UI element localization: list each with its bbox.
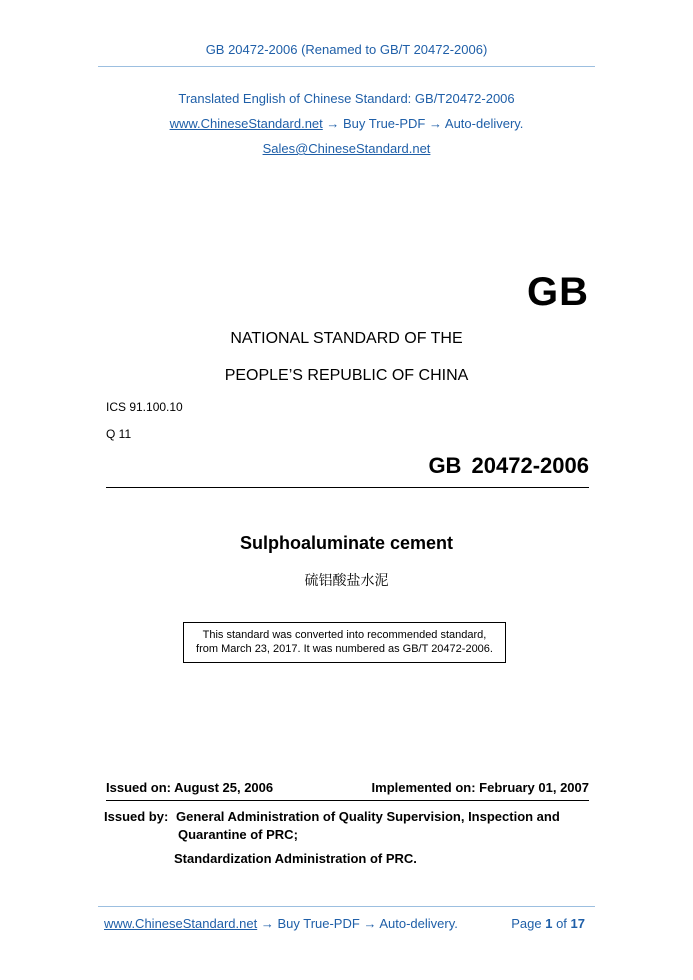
sales-email-line <box>0 141 693 156</box>
page-total: 17 <box>570 916 585 931</box>
ccs-code: Q 11 <box>106 427 132 441</box>
arrow-right-icon: → <box>429 116 442 131</box>
standard-number-rule <box>106 487 589 488</box>
ics-code: ICS 91.100.10 <box>106 400 183 414</box>
arrow-right-icon: → <box>326 116 340 131</box>
arrow-right-icon: → <box>260 916 274 931</box>
footer-delivery-text: Auto-delivery. <box>379 916 458 931</box>
document-title-en: Sulphoaluminate cement <box>239 533 454 553</box>
translated-notice: Translated English of Chinese Standard: GB/T20472-2006 <box>178 91 515 106</box>
sales-email-link[interactable]: Sales@ChineseStandard.net <box>262 141 431 156</box>
issued-on-date: Issued on: August 25, 2006 <box>106 780 274 795</box>
page-indicator <box>511 916 585 931</box>
conversion-note-line2: from March 23, 2017. It was numbered as GB/T 20472-2006. <box>196 643 493 655</box>
page-current: 1 <box>545 916 553 931</box>
page-of: of <box>556 916 567 931</box>
document-title-cn: 硫铝酸盐水泥 <box>304 573 389 589</box>
implemented-on-date: Implemented on: February 01, 2007 <box>371 780 589 795</box>
standard-number: GB 20472-2006 <box>428 453 589 478</box>
buy-true-pdf-text: Buy True-PDF <box>343 116 426 131</box>
footer-links <box>104 916 458 931</box>
issue-dates-rule <box>106 800 589 801</box>
site-link[interactable]: www.ChineseStandard.net <box>169 116 323 131</box>
header-divider <box>98 66 595 67</box>
gb-mark: GB <box>527 270 589 314</box>
national-standard-line2: PEOPLE’S REPUBLIC OF CHINA <box>224 367 469 384</box>
national-standard-line1: NATIONAL STANDARD OF THE <box>230 330 463 347</box>
footer-site-link[interactable]: www.ChineseStandard.net <box>104 916 258 931</box>
conversion-note-box <box>183 622 506 663</box>
issuer-line1: General Administration of Quality Supervision, Inspection and <box>176 809 560 824</box>
issued-by-label: Issued by: <box>104 809 169 824</box>
arrow-right-icon: → <box>363 916 377 931</box>
issuer-line2: Quarantine of PRC; <box>178 827 298 842</box>
header-title: GB 20472-2006 (Renamed to GB/T 20472-2006) <box>205 42 488 57</box>
auto-delivery-text: Auto-delivery. <box>444 116 524 131</box>
conversion-note-line1: This standard was converted into recommended standard, <box>202 629 487 641</box>
footer-buy-text: Buy True-PDF <box>277 916 360 931</box>
issuer-line3: Standardization Administration of PRC. <box>174 851 417 866</box>
footer-divider <box>98 906 595 907</box>
promo-links-line <box>0 116 693 131</box>
page-label: Page <box>511 916 542 931</box>
